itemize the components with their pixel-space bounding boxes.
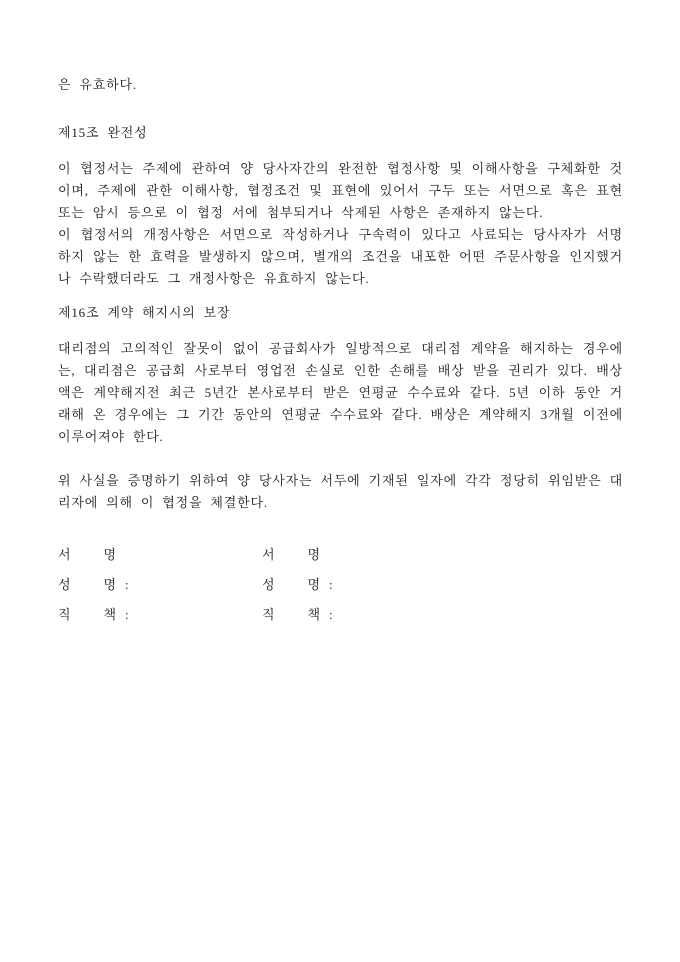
section-16-heading: 제16조 계약 해지시의 보장 [58, 305, 231, 320]
signature-block [58, 540, 623, 630]
section-15-heading: 제15조 완전성 [58, 125, 148, 140]
section-15-paragraph-1: 이 협정서는 주제에 관하여 양 당사자간의 완전한 협정사항 및 이해사항을 구체화한 것이며, 주제에 관한 이해사항, 협정조건 및 표현에 있어서 구두 또는 서면으로 혹은 표현 또는 암시 등으로 이 협정 서에 첨부되거나 삭제된 사항은 존재하지 않는다. [58, 161, 623, 220]
section-16-paragraph-1: 대리점의 고의적인 잘못이 없이 공급회사가 일방적으로 대리점 계약을 해지하는 경우에는, 대리점은 공급회 사로부터 영업전 손실로 인한 손해를 배상 받을 권리가 있다. 배상액은 계약해지전 최근 5년간 본사로부터 받은 연평균 수수료와 같다. 5년 이하 동안 거래해 온 경우에는 그 기간 동안의 연평균 수수료와 같다. 배상은 계약해지 3개월 이전에 이루어져야 한다. [58, 341, 623, 444]
section-15-body [58, 158, 623, 290]
closing-statement [58, 470, 623, 514]
signature-row [58, 540, 623, 570]
carryover-sentence-fragment: 은 유효하다. [58, 77, 137, 92]
title-row [58, 600, 623, 630]
left-name-label: 성 명 : [58, 577, 130, 592]
name-row [58, 570, 623, 600]
left-title-label: 직 책 : [58, 607, 130, 622]
section-15-paragraph-2: 이 협정서의 개정사항은 서면으로 작성하거나 구속력이 있다고 사료되는 당사자가 서명하지 않는 한 효력을 발생하지 않으며, 별개의 조건을 내포한 어떤 주문사항을 인지했거나 수락했더라도 그 개정사항은 유효하지 않는다. [58, 227, 623, 286]
left-signature-label: 서 명 [58, 547, 117, 562]
closing-paragraph: 위 사실을 증명하기 위하여 양 당사자는 서두에 기재된 일자에 각각 정당히 위임받은 대리자에 의해 이 협정을 체결한다. [58, 473, 623, 510]
right-signature-label: 서 명 [262, 547, 321, 562]
section-16-body [58, 338, 623, 448]
right-title-label: 직 책 : [262, 607, 334, 622]
right-name-label: 성 명 : [262, 577, 334, 592]
